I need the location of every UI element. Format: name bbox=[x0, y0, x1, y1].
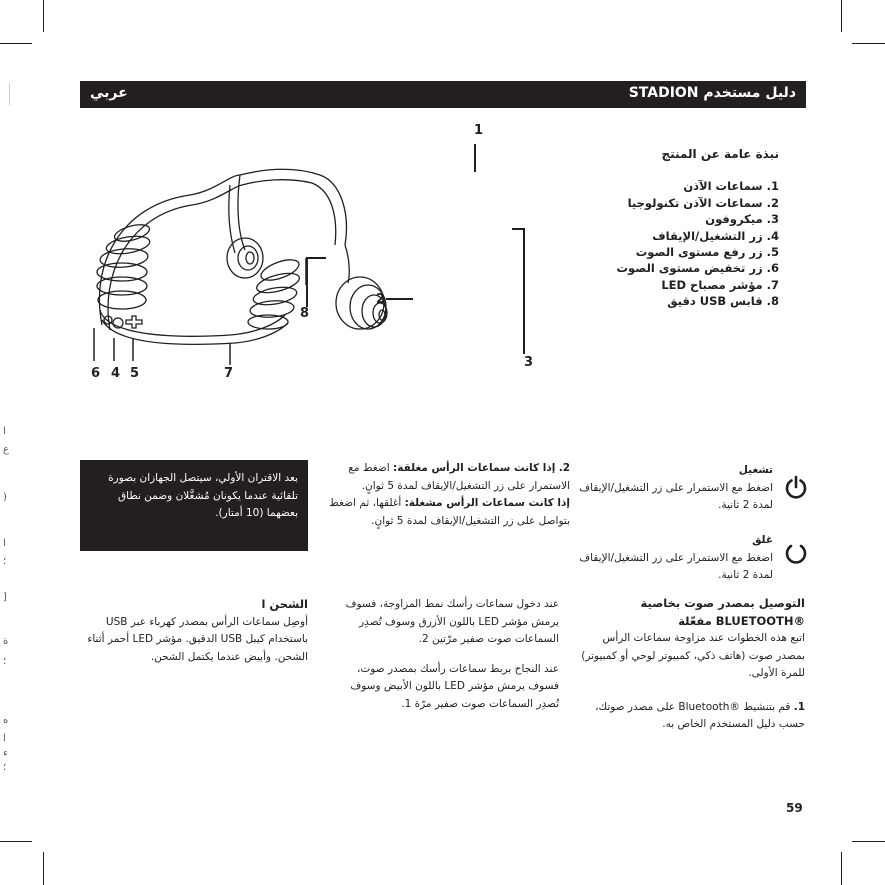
callout-6: 6 bbox=[91, 366, 101, 381]
charging-text: أوصِل سماعات الرأس بمصدر كهرباء عبر USB باستخدام كيبل USB الدقيق. مؤشر LED أحمر أثناء الشحن. وأبيض عندما يكتمل الشحن. bbox=[87, 615, 308, 663]
step1-number: 1. bbox=[793, 700, 805, 713]
edge-mark: ة bbox=[3, 636, 9, 647]
overview-item: 8. قابس USB دقيق bbox=[667, 294, 779, 309]
power-off-text: اضغط مع الاستمرار على زر التشغيل/الإيقاف لمدة 2 ثانية. bbox=[579, 551, 773, 581]
callout-3: 3 bbox=[524, 355, 534, 370]
step2-number: 2. bbox=[558, 462, 570, 474]
edge-mark: ؛ bbox=[3, 656, 7, 667]
leader-line bbox=[386, 298, 413, 300]
power-off-icon bbox=[784, 541, 808, 565]
crop-mark bbox=[852, 43, 885, 44]
edge-mark: ه bbox=[3, 715, 9, 726]
callout-2: 2 bbox=[376, 292, 386, 307]
bluetooth-section bbox=[579, 595, 805, 734]
leader-line bbox=[306, 257, 326, 259]
edge-mark: ) bbox=[3, 492, 7, 503]
page-number: 59 bbox=[786, 801, 803, 815]
bluetooth-step1 bbox=[579, 699, 805, 734]
crop-mark bbox=[852, 841, 885, 842]
pairing-section bbox=[327, 596, 559, 713]
language-label: عربي bbox=[90, 85, 128, 101]
charging-title: الشحن ا bbox=[261, 597, 308, 611]
overview-item: 2. سماعات الآذن تكنولوجيا bbox=[627, 195, 779, 210]
product-diagram bbox=[80, 115, 460, 385]
edge-mark: ا bbox=[3, 426, 6, 437]
callout-4: 4 bbox=[111, 366, 121, 381]
crop-mark bbox=[0, 43, 32, 44]
manual-title: دليل مستخدم STADION bbox=[628, 85, 796, 101]
power-on-icon bbox=[784, 475, 808, 499]
edge-mark: ا bbox=[3, 538, 6, 549]
crop-mark bbox=[43, 852, 44, 885]
overview-item: 3. ميكروفون bbox=[705, 212, 779, 227]
leader-line bbox=[474, 144, 476, 172]
product-overview bbox=[559, 146, 779, 310]
step2-case1-label: إذا كانت سماعات الرأس مغلقة: bbox=[393, 462, 556, 474]
callout-7: 7 bbox=[224, 366, 234, 381]
overview-item: 5. زر رفع مستوى الصوت bbox=[635, 245, 779, 260]
crop-mark bbox=[9, 83, 10, 105]
power-on-title: تشغيل bbox=[738, 464, 773, 476]
header-bar bbox=[80, 81, 806, 108]
note-text: بعد الاقتران الأولي، سيتصل الجهازان بصورة تلقائية عندما يكونان مُشغَّلان وضمن نطاق بعضهما (10 أمتار). bbox=[108, 472, 298, 519]
pairing-text-1: عند دخول سماعات رأسك نمط المزاوجة، فسوف يرمش مؤشر LED باللون الأزرق وسوف تُصدِر السماعات صوت صفير مرّتين 2. bbox=[345, 598, 559, 645]
power-on-text: اضغط مع الاستمرار على زر التشغيل/الإيقاف لمدة 2 ثانية. bbox=[579, 481, 773, 511]
crop-mark bbox=[43, 0, 44, 32]
callout-8: 8 bbox=[300, 306, 310, 321]
pairing-text-2: عند النجاح بربط سماعات رأسك بمصدر صوت، فسوف يرمش مؤشر LED باللون الأبيض وسوف تُصدِر السماعات صوت صفير مرّة 1. bbox=[350, 662, 559, 710]
callout-5: 5 bbox=[130, 366, 140, 381]
overview-item: 4. زر التشغيل/الإيقاف bbox=[652, 228, 779, 243]
overview-item: 7. مؤشر مصباح LED bbox=[661, 277, 779, 292]
edge-mark: ع bbox=[3, 444, 9, 455]
crop-mark bbox=[841, 0, 842, 32]
edge-mark: ] bbox=[3, 592, 7, 603]
edge-mark: ا bbox=[3, 733, 6, 744]
step2-case2-label: إذا كانت سماعات الرأس مشغلة: bbox=[404, 497, 570, 509]
power-on-section bbox=[573, 462, 773, 515]
step2-section bbox=[310, 460, 570, 530]
power-off-section bbox=[573, 532, 773, 585]
edge-mark: ؛ bbox=[3, 762, 7, 773]
crop-mark bbox=[841, 852, 842, 885]
edge-mark: ء bbox=[3, 748, 8, 759]
overview-item: 1. سماعات الآذن bbox=[683, 179, 779, 194]
charging-section bbox=[80, 596, 308, 666]
leader-line bbox=[523, 228, 525, 354]
power-off-title: غلق bbox=[752, 534, 773, 546]
leader-line bbox=[306, 257, 308, 307]
overview-item: 6. زر تخفيض مستوى الصوت bbox=[616, 261, 779, 276]
bluetooth-intro: اتبع هذه الخطوات عند مزاوجة سماعات الرأس بمصدر صوت (هاتف ذكي، كمبيوتر لوحي أو كمبيوتر) للمرة الأولى. bbox=[581, 632, 805, 679]
bluetooth-title-line2: ®BLUETOOTH مفعّلة bbox=[678, 613, 805, 628]
edge-mark: ؛ bbox=[3, 556, 7, 567]
step2-case1-text: اضغط مع الاستمرار على زر التشغيل/الإيقاف لمدة 5 ثوانٍ. bbox=[348, 462, 570, 492]
crop-mark bbox=[0, 841, 32, 842]
bluetooth-title-line1: التوصيل بمصدر صوت بخاصية bbox=[640, 596, 805, 610]
step1-text: قم بتنشيط ®Bluetooth على مصدر صوتك، حسب دليل المستخدم الخاص به. bbox=[595, 700, 805, 730]
overview-title: نبذة عامة عن المنتج bbox=[661, 147, 779, 161]
callout-1: 1 bbox=[474, 123, 484, 138]
note-box bbox=[80, 460, 308, 551]
step2-case2-text: أغلقها، ثم اضغط بتواصل على زر التشغيل/الإيقاف لمدة 5 ثوانٍ. bbox=[329, 497, 570, 527]
